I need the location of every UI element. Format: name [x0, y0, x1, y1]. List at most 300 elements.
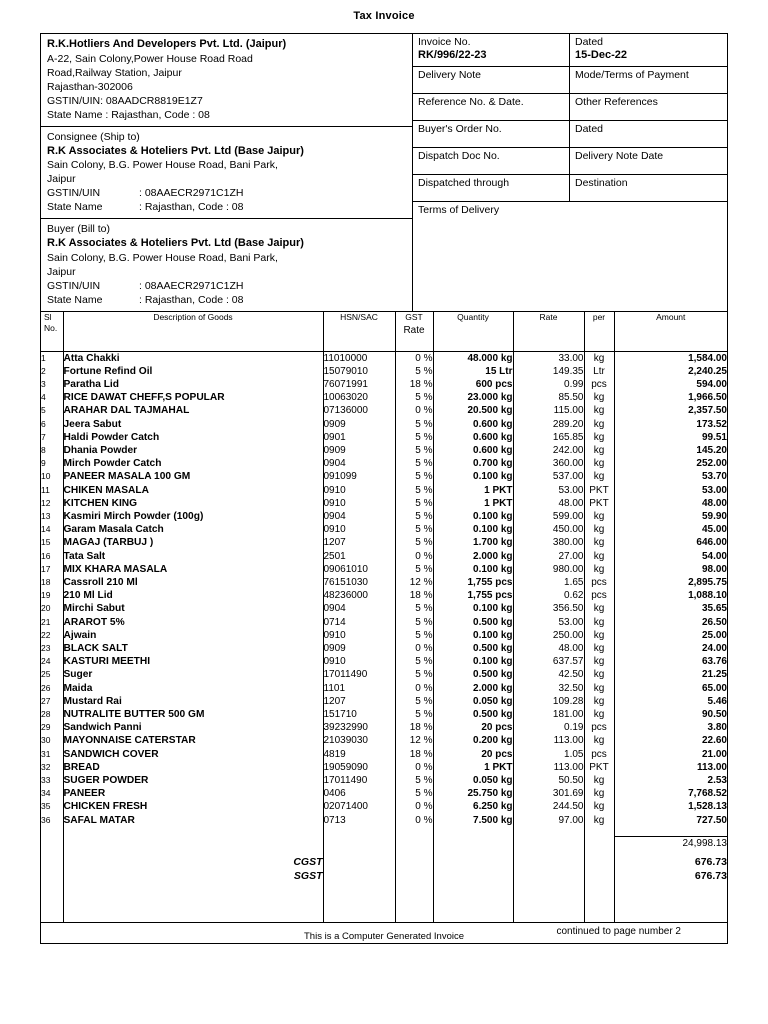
cell-gst: 18 % — [395, 589, 433, 602]
cell-quantity: 48.000 kg — [433, 351, 513, 365]
cell-per: kg — [584, 814, 614, 827]
cell-amount: 1,966.50 — [614, 391, 727, 404]
col-header-sl-line1: Sl — [44, 311, 52, 322]
tax-blank-cell — [41, 870, 63, 884]
cell-rate: 0.62 — [513, 589, 584, 602]
invoice-no-value: RK/996/22-23 — [418, 49, 487, 61]
cell-quantity: 0.100 kg — [433, 470, 513, 483]
cell-per: kg — [584, 668, 614, 681]
meta-row-reference — [413, 94, 727, 121]
terms-of-delivery-cell — [413, 202, 727, 298]
cell-description: Mirch Powder Catch — [63, 457, 323, 470]
cell-description: Dhania Powder — [63, 444, 323, 457]
consignee-state-value: : Rajasthan, Code : 08 — [139, 201, 244, 213]
cell-rate: 53.00 — [513, 484, 584, 497]
meta-row-dispatched-through — [413, 175, 727, 202]
spacer-cell — [323, 827, 395, 837]
consignee-name: R.K Associates & Hoteliers Pvt. Ltd (Base Jaipur) — [47, 144, 304, 157]
cell-rate: 109.28 — [513, 695, 584, 708]
cell-amount: 1,528.13 — [614, 800, 727, 813]
cell-gst: 0 % — [395, 800, 433, 813]
cell-amount: 252.00 — [614, 457, 727, 470]
other-references-cell — [570, 94, 727, 120]
cell-sl: 25 — [41, 669, 51, 680]
cell-amount: 45.00 — [614, 523, 727, 536]
cell-quantity: 0.600 kg — [433, 444, 513, 457]
consignee-address-2: Jaipur — [47, 173, 76, 185]
table-row — [41, 497, 727, 510]
table-row — [41, 431, 727, 444]
cell-per: kg — [584, 563, 614, 576]
cell-rate: 301.69 — [513, 787, 584, 800]
cell-per: kg — [584, 655, 614, 668]
table-row — [41, 404, 727, 417]
col-header-quantity: Quantity — [433, 311, 513, 351]
table-row — [41, 365, 727, 378]
seller-block — [41, 34, 412, 126]
cell-gst: 0 % — [395, 351, 433, 365]
cell-description: PANEER — [63, 787, 323, 800]
cell-hsn: 2501 — [323, 550, 395, 563]
cell-amount: 2.53 — [614, 774, 727, 787]
buyers-order-cell — [413, 121, 570, 147]
cell-rate: 113.00 — [513, 761, 584, 774]
cell-gst: 5 % — [395, 787, 433, 800]
cell-per: kg — [584, 536, 614, 549]
cell-amount: 22.60 — [614, 734, 727, 747]
consignee-state — [47, 200, 406, 214]
table-row — [41, 655, 727, 668]
tax-blank-cell — [584, 870, 614, 884]
cell-gst: 0 % — [395, 642, 433, 655]
cell-hsn: 151710 — [323, 708, 395, 721]
cell-amount: 2,240.25 — [614, 365, 727, 378]
cell-gst: 5 % — [395, 563, 433, 576]
seller-state: State Name : Rajasthan, Code : 08 — [47, 108, 210, 121]
cell-per: kg — [584, 708, 614, 721]
cell-amount: 90.50 — [614, 708, 727, 721]
cell-hsn: 0904 — [323, 510, 395, 523]
cell-description: BREAD — [63, 761, 323, 774]
table-row — [41, 418, 727, 431]
cell-description: Mustard Rai — [63, 695, 323, 708]
table-row — [41, 642, 727, 655]
cell-per: PKT — [584, 497, 614, 510]
cell-rate: 980.00 — [513, 563, 584, 576]
cell-rate: 242.00 — [513, 444, 584, 457]
cell-hsn: 0910 — [323, 497, 395, 510]
cell-gst: 5 % — [395, 497, 433, 510]
cell-quantity: 25.750 kg — [433, 787, 513, 800]
dispatch-doc-cell — [413, 148, 570, 174]
cell-per: kg — [584, 695, 614, 708]
cell-rate: 0.99 — [513, 378, 584, 391]
cell-sl: 16 — [41, 550, 51, 561]
cell-description: KITCHEN KING — [63, 497, 323, 510]
cell-gst: 12 % — [395, 734, 433, 747]
cell-sl: 1 — [41, 352, 46, 363]
cell-hsn: 17011490 — [323, 774, 395, 787]
cell-amount: 1,088.10 — [614, 589, 727, 602]
cell-per: kg — [584, 418, 614, 431]
cell-description: ARAROT 5% — [63, 616, 323, 629]
cell-description: SUGER POWDER — [63, 774, 323, 787]
table-row — [41, 682, 727, 695]
cell-sl: 17 — [41, 563, 51, 574]
table-row — [41, 695, 727, 708]
cell-amount: 1,584.00 — [614, 351, 727, 365]
cell-per: kg — [584, 444, 614, 457]
other-references-label: Other References — [575, 95, 658, 108]
cell-rate: 360.00 — [513, 457, 584, 470]
cell-amount: 2,895.75 — [614, 576, 727, 589]
consignee-caption: Consignee (Ship to) — [47, 130, 140, 143]
cell-description: CHIKEN MASALA — [63, 484, 323, 497]
cell-sl: 27 — [41, 695, 51, 706]
table-filler-row — [41, 884, 727, 922]
cell-gst: 5 % — [395, 418, 433, 431]
cell-description: Sandwich Panni — [63, 721, 323, 734]
cell-amount: 113.00 — [614, 761, 727, 774]
buyer-caption: Buyer (Bill to) — [47, 223, 111, 235]
mode-terms-label: Mode/Terms of Payment — [575, 68, 689, 81]
cell-amount: 48.00 — [614, 497, 727, 510]
col-header-gst-line1: GST — [405, 311, 423, 322]
cell-amount: 59.90 — [614, 510, 727, 523]
col-header-per: per — [584, 311, 614, 351]
consignee-gstin-value: : 08AAECR2971C1ZH — [139, 187, 244, 199]
cell-amount: 63.76 — [614, 655, 727, 668]
consignee-gstin — [47, 186, 406, 200]
cell-hsn: 0909 — [323, 642, 395, 655]
items-table-body — [41, 351, 727, 922]
cell-sl: 24 — [41, 656, 51, 667]
cell-amount: 24.00 — [614, 642, 727, 655]
tax-row — [41, 870, 727, 884]
meta-row-dispatch-doc — [413, 148, 727, 175]
cell-quantity: 600 pcs — [433, 378, 513, 391]
cell-amount: 5.46 — [614, 695, 727, 708]
cell-description: MIX KHARA MASALA — [63, 563, 323, 576]
cell-gst: 0 % — [395, 404, 433, 417]
cell-amount: 53.70 — [614, 470, 727, 483]
cell-amount: 727.50 — [614, 814, 727, 827]
invoice-frame — [40, 33, 728, 944]
spacer-cell — [614, 827, 727, 837]
buyer-state-label: State Name — [47, 293, 103, 306]
cell-description: ARAHAR DAL TAJMAHAL — [63, 404, 323, 417]
cell-per: kg — [584, 457, 614, 470]
cell-description: PANEER MASALA 100 GM — [63, 470, 323, 483]
filler-cell — [584, 884, 614, 922]
cell-sl: 19 — [41, 590, 51, 601]
table-row — [41, 523, 727, 536]
cell-rate: 48.00 — [513, 497, 584, 510]
cell-sl: 22 — [41, 629, 51, 640]
tax-amount: 676.73 — [614, 856, 727, 870]
cell-hsn: 0910 — [323, 523, 395, 536]
continued-strip: continued to page number 2 — [41, 922, 727, 943]
table-row — [41, 550, 727, 563]
cell-rate: 33.00 — [513, 351, 584, 365]
cell-hsn: 10063020 — [323, 391, 395, 404]
cell-quantity: 1 PKT — [433, 484, 513, 497]
filler-cell — [433, 884, 513, 922]
cell-rate: 53.00 — [513, 616, 584, 629]
cell-per: pcs — [584, 721, 614, 734]
spacer-cell — [63, 827, 323, 837]
cell-amount: 21.25 — [614, 668, 727, 681]
seller-address-2: Road,Railway Station, Jaipur — [47, 66, 182, 79]
cell-amount: 3.80 — [614, 721, 727, 734]
table-row — [41, 668, 727, 681]
cell-sl: 13 — [41, 510, 51, 521]
cell-description: Garam Masala Catch — [63, 523, 323, 536]
cell-description: Suger — [63, 668, 323, 681]
cell-gst: 5 % — [395, 708, 433, 721]
cell-description: MAGAJ (TARBUJ ) — [63, 536, 323, 549]
cell-per: kg — [584, 391, 614, 404]
cell-hsn: 0910 — [323, 629, 395, 642]
cell-per: kg — [584, 800, 614, 813]
cell-description: KASTURI MEETHI — [63, 655, 323, 668]
delivery-note-label: Delivery Note — [418, 68, 482, 81]
cell-quantity: 0.050 kg — [433, 695, 513, 708]
cell-hsn: 0904 — [323, 602, 395, 615]
cell-hsn: 0909 — [323, 418, 395, 431]
buyer-block — [41, 218, 412, 311]
cell-hsn: 21039030 — [323, 734, 395, 747]
reference-cell — [413, 94, 570, 120]
cell-sl: 6 — [41, 418, 46, 429]
cell-hsn: 0713 — [323, 814, 395, 827]
cell-per: kg — [584, 774, 614, 787]
cell-quantity: 20 pcs — [433, 748, 513, 761]
table-row — [41, 800, 727, 813]
cell-rate: 32.50 — [513, 682, 584, 695]
cell-quantity: 1.700 kg — [433, 536, 513, 549]
terms-of-delivery-label: Terms of Delivery — [418, 203, 500, 216]
cell-rate: 42.50 — [513, 668, 584, 681]
tax-label: SGST — [63, 870, 323, 884]
invoice-date-cell — [570, 34, 727, 66]
cell-description: CHICKEN FRESH — [63, 800, 323, 813]
delivery-note-date-label: Delivery Note Date — [575, 149, 664, 162]
cell-description: 210 Ml Lid — [63, 589, 323, 602]
cell-description: Maida — [63, 682, 323, 695]
cell-rate: 537.00 — [513, 470, 584, 483]
cell-hsn: 091099 — [323, 470, 395, 483]
buyers-order-dated-label: Dated — [575, 122, 604, 135]
cell-per: Ltr — [584, 365, 614, 378]
cell-description: Paratha Lid — [63, 378, 323, 391]
buyer-state-value: : Rajasthan, Code : 08 — [139, 293, 244, 306]
cell-sl: 7 — [41, 431, 46, 442]
cell-gst: 5 % — [395, 484, 433, 497]
cell-per: kg — [584, 616, 614, 629]
cell-quantity: 0.100 kg — [433, 655, 513, 668]
cell-amount: 594.00 — [614, 378, 727, 391]
cell-sl: 29 — [41, 722, 51, 733]
cell-gst: 5 % — [395, 523, 433, 536]
spacer-cell — [513, 827, 584, 837]
table-row — [41, 576, 727, 589]
cell-per: pcs — [584, 576, 614, 589]
invoice-header-area — [41, 34, 727, 311]
cell-description: Tata Salt — [63, 550, 323, 563]
tax-blank-cell — [395, 870, 433, 884]
cell-amount: 2,357.50 — [614, 404, 727, 417]
cell-hsn: 48236000 — [323, 589, 395, 602]
cell-rate: 149.35 — [513, 365, 584, 378]
meta-row-terms-of-delivery — [413, 202, 727, 298]
cell-sl: 28 — [41, 708, 51, 719]
cell-rate: 599.00 — [513, 510, 584, 523]
cell-amount: 99.51 — [614, 431, 727, 444]
cell-quantity: 0.500 kg — [433, 642, 513, 655]
cell-gst: 5 % — [395, 444, 433, 457]
cell-quantity: 0.100 kg — [433, 629, 513, 642]
cell-gst: 5 % — [395, 457, 433, 470]
filler-cell — [513, 884, 584, 922]
cell-description: Jeera Sabut — [63, 418, 323, 431]
dispatch-doc-label: Dispatch Doc No. — [418, 149, 500, 162]
table-row — [41, 787, 727, 800]
delivery-note-cell — [413, 67, 570, 93]
subtotal-blank-cell — [395, 837, 433, 856]
cell-per: PKT — [584, 484, 614, 497]
cell-sl: 10 — [41, 471, 51, 482]
table-row — [41, 444, 727, 457]
cell-per: kg — [584, 787, 614, 800]
filler-cell — [63, 884, 323, 922]
cell-quantity: 0.100 kg — [433, 602, 513, 615]
subtotal-row — [41, 837, 727, 856]
table-spacer-row — [41, 827, 727, 837]
cell-hsn: 0714 — [323, 616, 395, 629]
cell-hsn: 07136000 — [323, 404, 395, 417]
cell-hsn: 0406 — [323, 787, 395, 800]
table-row — [41, 734, 727, 747]
cell-quantity: 0.500 kg — [433, 668, 513, 681]
cell-amount: 53.00 — [614, 484, 727, 497]
cell-rate: 48.00 — [513, 642, 584, 655]
cell-amount: 25.00 — [614, 629, 727, 642]
cell-gst: 12 % — [395, 576, 433, 589]
invoice-date-label: Dated — [575, 36, 604, 48]
meta-row-invoice — [413, 34, 727, 67]
table-row — [41, 457, 727, 470]
tax-blank-cell — [323, 870, 395, 884]
cell-hsn: 09061010 — [323, 563, 395, 576]
spacer-cell — [584, 827, 614, 837]
cell-per: kg — [584, 629, 614, 642]
cell-quantity: 7.500 kg — [433, 814, 513, 827]
cell-per: kg — [584, 510, 614, 523]
seller-address-1: A-22, Sain Colony,Power House Road Road — [47, 52, 253, 65]
cell-rate: 0.19 — [513, 721, 584, 734]
cell-description: SAFAL MATAR — [63, 814, 323, 827]
tax-blank-cell — [584, 856, 614, 870]
tax-blank-cell — [433, 870, 513, 884]
cell-rate: 165.85 — [513, 431, 584, 444]
cell-rate: 1.65 — [513, 576, 584, 589]
cell-amount: 35.65 — [614, 602, 727, 615]
cell-per: kg — [584, 431, 614, 444]
cell-quantity: 20.500 kg — [433, 404, 513, 417]
delivery-note-date-cell — [570, 148, 727, 174]
cell-description: Cassroll 210 Ml — [63, 576, 323, 589]
cell-quantity: 0.700 kg — [433, 457, 513, 470]
cell-per: pcs — [584, 378, 614, 391]
filler-cell — [614, 884, 727, 922]
cell-hsn: 02071400 — [323, 800, 395, 813]
cell-hsn: 0910 — [323, 655, 395, 668]
table-row — [41, 563, 727, 576]
cell-gst: 18 % — [395, 721, 433, 734]
tax-blank-cell — [395, 856, 433, 870]
cell-rate: 181.00 — [513, 708, 584, 721]
cell-amount: 54.00 — [614, 550, 727, 563]
cell-rate: 380.00 — [513, 536, 584, 549]
cell-hsn: 39232990 — [323, 721, 395, 734]
invoice-no-cell — [413, 34, 570, 66]
cell-sl: 21 — [41, 616, 51, 627]
seller-address-3: Rajasthan-302006 — [47, 80, 133, 93]
buyer-name: R.K Associates & Hoteliers Pvt. Ltd (Base Jaipur) — [47, 237, 304, 249]
cell-per: pcs — [584, 748, 614, 761]
cell-per: kg — [584, 682, 614, 695]
subtotal-blank-cell — [41, 837, 63, 856]
cell-sl: 18 — [41, 576, 51, 587]
cell-rate: 27.00 — [513, 550, 584, 563]
cell-quantity: 0.200 kg — [433, 734, 513, 747]
subtotal-blank-cell — [63, 837, 323, 856]
cell-gst: 5 % — [395, 602, 433, 615]
cell-rate: 113.00 — [513, 734, 584, 747]
cell-description: Fortune Refind Oil — [63, 365, 323, 378]
cell-gst: 0 % — [395, 550, 433, 563]
cell-per: kg — [584, 642, 614, 655]
cell-quantity: 0.500 kg — [433, 708, 513, 721]
table-row — [41, 616, 727, 629]
cell-sl: 33 — [41, 775, 51, 785]
col-header-gst-line2: Rate — [403, 324, 425, 336]
cell-gst: 5 % — [395, 365, 433, 378]
tax-blank-cell — [41, 856, 63, 870]
cell-description: NUTRALITE BUTTER 500 GM — [63, 708, 323, 721]
buyer-gstin-value: : 08AAECR2971C1ZH — [139, 279, 244, 292]
cell-sl: 31 — [41, 748, 51, 759]
table-row — [41, 391, 727, 404]
cell-per: kg — [584, 404, 614, 417]
tax-row — [41, 856, 727, 870]
cell-quantity: 0.100 kg — [433, 563, 513, 576]
cell-hsn: 76151030 — [323, 576, 395, 589]
cell-description: Mirchi Sabut — [63, 602, 323, 615]
consignee-state-label: State Name — [47, 201, 103, 213]
cell-sl: 35 — [41, 801, 51, 812]
cell-gst: 18 % — [395, 748, 433, 761]
cell-rate: 356.50 — [513, 602, 584, 615]
tax-blank-cell — [513, 856, 584, 870]
cell-quantity: 6.250 kg — [433, 800, 513, 813]
cell-quantity: 0.050 kg — [433, 774, 513, 787]
cell-gst: 0 % — [395, 761, 433, 774]
buyers-order-dated-cell — [570, 121, 727, 147]
cell-rate: 250.00 — [513, 629, 584, 642]
col-header-gst — [395, 311, 433, 351]
